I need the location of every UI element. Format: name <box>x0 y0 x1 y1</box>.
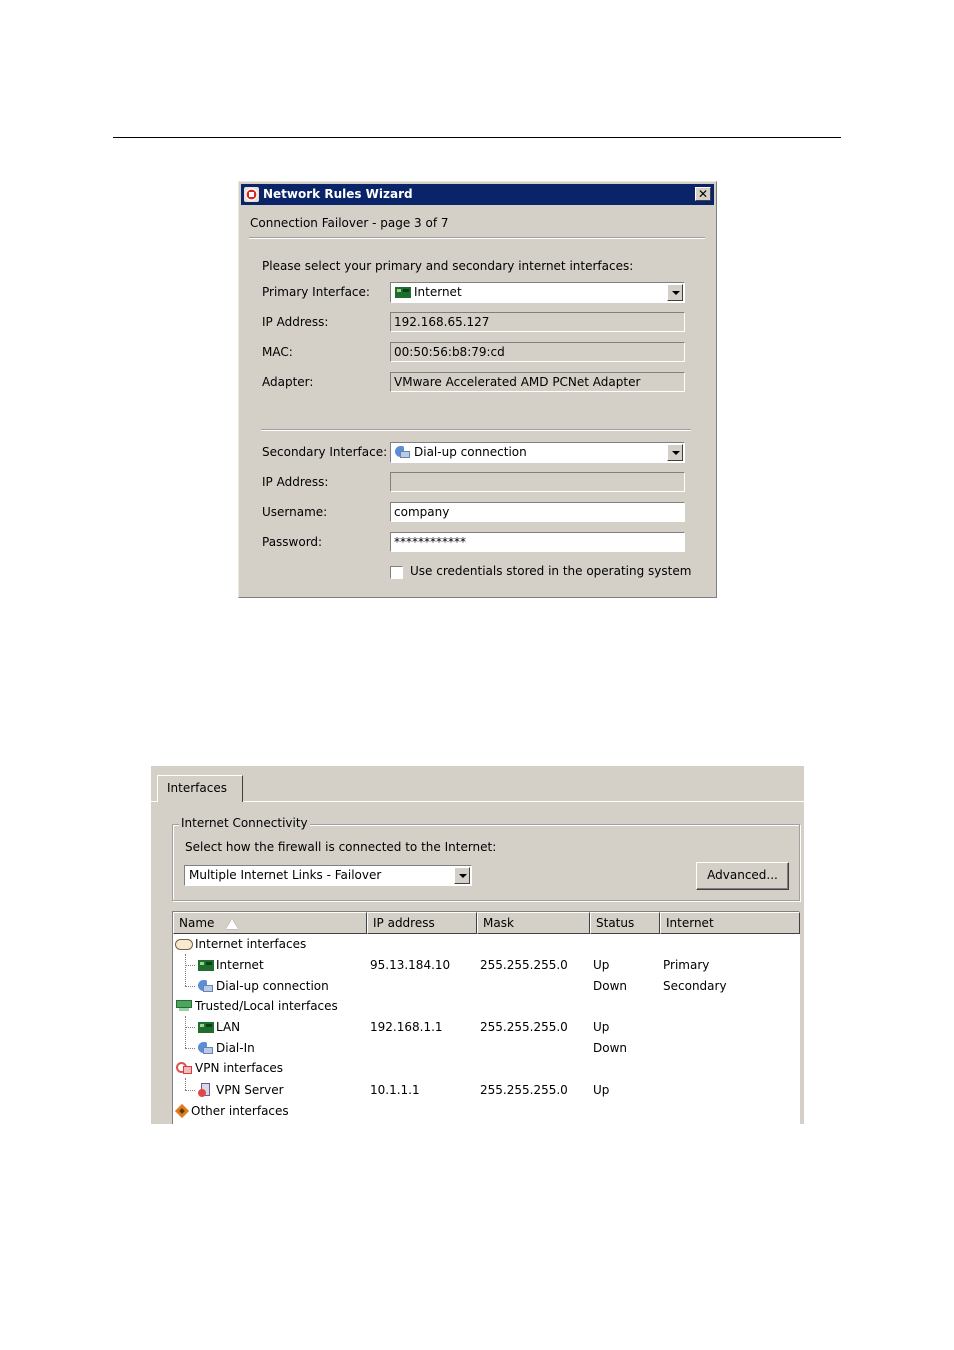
list-item[interactable]: Trusted/Local interfaces <box>173 996 799 1016</box>
column-header-name[interactable]: Name <box>173 912 367 934</box>
column-header-mask[interactable]: Mask <box>477 912 590 934</box>
list-item[interactable]: Other interfaces <box>173 1101 799 1121</box>
table-row[interactable]: Dial-up connection Down Secondary <box>173 976 799 996</box>
dialup-icon <box>198 980 214 993</box>
chevron-down-icon[interactable] <box>667 444 683 461</box>
mac-label: MAC: <box>262 345 293 359</box>
secondary-ip-label: IP Address: <box>262 475 329 489</box>
title-bar[interactable] <box>241 184 714 205</box>
tab-strip-line <box>151 801 804 802</box>
vpn-icon <box>175 1061 193 1075</box>
use-credentials-checkbox[interactable] <box>390 566 403 579</box>
secondary-interface-value: Dial-up connection <box>414 445 527 459</box>
group-title: Internet Connectivity <box>181 816 308 830</box>
list-item[interactable]: VPN interfaces <box>173 1058 799 1078</box>
page-header: Connection Failover - page 3 of 7 <box>250 216 449 230</box>
primary-ip-label: IP Address: <box>262 315 329 329</box>
chevron-down-icon[interactable] <box>454 867 470 884</box>
header-separator <box>249 237 705 239</box>
username-input[interactable]: company <box>390 502 685 522</box>
dialup-icon <box>395 446 411 459</box>
trusted-network-icon <box>175 1000 193 1012</box>
chevron-down-icon[interactable] <box>667 284 683 301</box>
column-header-status[interactable]: Status <box>590 912 660 934</box>
other-interfaces-icon <box>175 1104 189 1118</box>
section-separator <box>261 429 691 431</box>
tab-interfaces[interactable]: Interfaces <box>157 775 243 802</box>
connectivity-mode-select[interactable] <box>184 865 472 886</box>
username-label: Username: <box>262 505 328 519</box>
connectivity-prompt: Select how the firewall is connected to the Internet: <box>185 840 497 854</box>
network-card-icon <box>198 960 214 971</box>
instruction-text: Please select your primary and secondary internet interfaces: <box>262 259 634 273</box>
primary-ip-field: 192.168.65.127 <box>390 312 685 332</box>
adapter-field: VMware Accelerated AMD PCNet Adapter <box>390 372 685 392</box>
interfaces-panel <box>151 766 804 1124</box>
internet-group-icon <box>175 939 193 950</box>
adapter-label: Adapter: <box>262 375 314 389</box>
secondary-interface-select[interactable] <box>390 442 685 463</box>
dialog-title: Network Rules Wizard <box>263 187 413 201</box>
dialup-icon <box>198 1042 214 1055</box>
mac-field: 00:50:56:b8:79:cd <box>390 342 685 362</box>
primary-interface-select[interactable] <box>390 282 685 303</box>
secondary-ip-field <box>390 472 685 492</box>
table-row[interactable]: LAN 192.168.1.1 255.255.255.0 Up <box>173 1017 799 1037</box>
close-icon: ✕ <box>697 187 709 201</box>
connectivity-mode-value: Multiple Internet Links - Failover <box>189 868 382 882</box>
column-header-ip[interactable]: IP address <box>367 912 477 934</box>
password-input[interactable]: ************ <box>390 532 685 552</box>
table-row[interactable]: Internet 95.13.184.10 255.255.255.0 Up Primary <box>173 955 799 975</box>
network-card-icon <box>395 287 411 298</box>
password-label: Password: <box>262 535 323 549</box>
interfaces-list <box>172 911 800 1124</box>
vpn-server-icon <box>198 1083 214 1097</box>
use-credentials-label: Use credentials stored in the operating system <box>410 564 692 578</box>
table-row[interactable]: VPN Server 10.1.1.1 255.255.255.0 Up <box>173 1080 799 1100</box>
app-shield-icon <box>244 187 259 202</box>
primary-interface-label: Primary Interface: <box>262 285 370 299</box>
secondary-interface-label: Secondary Interface: <box>262 445 388 459</box>
page-rule <box>113 137 841 138</box>
close-button[interactable] <box>695 187 711 201</box>
sort-ascending-icon <box>226 919 238 929</box>
network-rules-wizard-dialog <box>238 181 717 598</box>
primary-interface-value: Internet <box>414 285 462 299</box>
column-header-internet[interactable]: Internet <box>660 912 800 934</box>
network-card-icon <box>198 1022 214 1033</box>
advanced-button[interactable]: Advanced... <box>696 862 789 890</box>
table-row[interactable]: Dial-In Down <box>173 1038 799 1058</box>
list-item[interactable]: Internet interfaces <box>173 934 799 954</box>
